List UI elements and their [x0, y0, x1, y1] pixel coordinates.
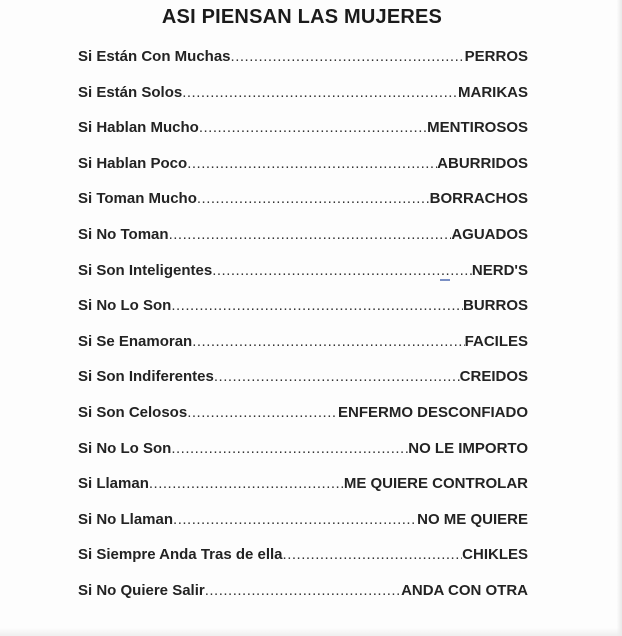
label-text: NO LE IMPORTO: [408, 439, 528, 457]
list-item: [78, 258, 528, 294]
label-text: ENFERMO DESCONFIADO: [337, 403, 528, 421]
label-text: BORRACHOS: [429, 190, 528, 208]
dot-leader: [182, 80, 458, 105]
label-text: AGUADOS: [451, 225, 528, 243]
list-item: [78, 400, 528, 436]
condition-text: Si Toman Mucho: [78, 190, 197, 208]
dot-leader: [199, 115, 427, 140]
list-item: [78, 115, 528, 151]
label-text: CHIKLES: [462, 546, 528, 564]
label-text: BURROS: [462, 297, 528, 315]
condition-text: Si Siempre Anda Tras de ella: [78, 546, 283, 564]
list-item: [78, 436, 528, 472]
dot-leader: [171, 436, 408, 461]
label-text: ME QUIERE CONTROLAR: [343, 475, 528, 493]
list-item: [78, 293, 528, 329]
list-item: [78, 151, 528, 187]
list-item: [78, 329, 528, 365]
label-text: MENTIROSOS: [427, 119, 528, 137]
page-edge: [616, 0, 622, 636]
list-item: [78, 44, 528, 80]
list-item: [78, 186, 528, 222]
list-item: [78, 542, 528, 578]
label-text: PERROS: [464, 48, 528, 65]
condition-text: Si No Llaman: [78, 510, 174, 528]
dot-leader: [171, 293, 463, 318]
condition-text: Si Son Indiferentes: [78, 368, 214, 386]
condition-text: Si Están Solos: [78, 83, 183, 101]
label-text: NERD'S: [471, 261, 528, 279]
list-item: [78, 578, 528, 614]
label-text: ABURRIDOS: [437, 154, 528, 172]
dot-leader: [197, 186, 430, 211]
saying-list: [78, 44, 528, 614]
label-text: NO ME QUIERE: [417, 510, 528, 528]
list-item: [78, 471, 528, 507]
label-text: MARIKAS: [458, 83, 528, 101]
list-item: [78, 364, 528, 400]
list-item: [78, 222, 528, 258]
dot-leader: [169, 222, 452, 247]
condition-text: Si No Toman: [78, 225, 169, 243]
dot-leader: [205, 578, 401, 603]
condition-text: Si Están Con Muchas: [78, 48, 231, 65]
dot-leader: [192, 329, 464, 354]
dot-leader: [214, 364, 460, 389]
scan-artifact: [440, 279, 450, 281]
condition-text: Si No Lo Son: [78, 297, 172, 315]
label-text: FACILES: [464, 332, 528, 350]
condition-text: Si Se Enamoran: [78, 332, 193, 350]
page-title: ASI PIENSAN LAS MUJERES: [161, 6, 443, 28]
condition-text: Si Llaman: [78, 475, 149, 493]
dot-leader: [187, 151, 437, 176]
label-text: CREIDOS: [459, 368, 528, 386]
list-item: [78, 80, 528, 116]
dot-leader: [283, 542, 463, 567]
dot-leader: [173, 507, 417, 532]
condition-text: Si No Lo Son: [78, 439, 172, 457]
dot-leader: [149, 471, 344, 496]
condition-text: Si Hablan Mucho: [78, 119, 199, 137]
label-text: ANDA CON OTRA: [401, 581, 528, 599]
condition-text: Si No Quiere Salir: [78, 581, 205, 599]
condition-text: Si Son Inteligentes: [78, 261, 213, 279]
condition-text: Si Hablan Poco: [78, 154, 188, 172]
dot-leader: [212, 258, 472, 283]
condition-text: Si Son Celosos: [78, 403, 188, 421]
dot-leader: [187, 400, 338, 425]
page-bottom-shadow: [0, 628, 622, 636]
list-item: [78, 507, 528, 543]
dot-leader: [231, 44, 465, 69]
